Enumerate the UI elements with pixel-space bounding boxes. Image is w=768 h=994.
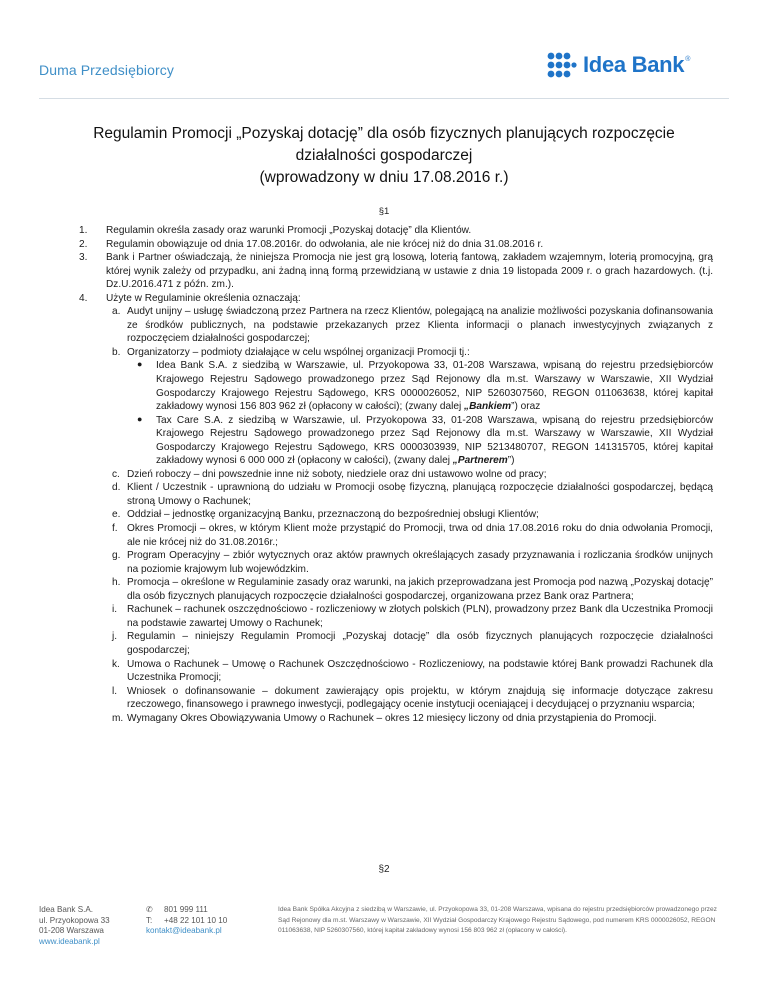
definition-item-g: g. Program Operacyjny – zbiór wytycznych oraz aktów prawnych określających zasady przyznawania i rozliczania środków unijnych na poziomie krajowym lub wojewódzkim. — [112, 550, 713, 575]
section-2-heading: §2 — [378, 864, 390, 875]
footer-tel-label: T: — [146, 915, 153, 925]
definition-item-l: l. Wniosek o dofinansowanie – dokument zawierający opis projektu, w którym znajdują się informacje dotyczące zakresu rzeczowego, finansowego i prawnego inwestycji, podlegający ocenie instytucji oceniającej i decydującej o przyznaniu wsparcia; — [112, 685, 713, 711]
list-item: 2. Regulamin obowiązuje od dnia 17.08.2016r. do odwołania, ale nie krócej niż do dnia 31.08.2016 r. — [79, 238, 544, 250]
footer-company: Idea Bank S.A. — [39, 905, 93, 914]
definition-item-c: c. Dzień roboczy – dni powszednie inne niż soboty, niedziele oraz dni ustawowo wolne od pracy; — [112, 468, 547, 480]
definition-item-b: b. Organizatorzy – podmioty działające w celu wspólnej organizacji Promocji tj.: — [112, 346, 470, 358]
footer-address — [39, 905, 110, 947]
bullet-item-bank: ● Idea Bank S.A. z siedzibą w Warszawie, ul. Przyokopowa 33, 01-208 Warszawa, wpisaną do rejestru przedsiębiorców Krajowego Rejestru Sądowego prowadzonego przez Sąd Rejonowy dla m.st. Warszawy w Warszawie, XII Wydział Gospodarczy Krajowego Rejestru Sądowego, KRS 0000026052, NIP 5260307560, REGON 011063638, której kapitał zakładowy wynosi 156 803 962 zł (opłacony w całości); (zwany dalej „Bankiem”) oraz — [137, 359, 713, 413]
logo-text: Idea Bank — [583, 52, 685, 77]
document-body — [79, 224, 713, 725]
bullet-item-partner: ● Tax Care S.A. z siedzibą w Warszawie, ul. Przyokopowa 33, 01-208 Warszawa, wpisaną do rejestru przedsiębiorców Krajowego Rejestru Sądowego prowadzonego przez Sąd Rejonowy dla m.st. Warszawy w Warszawie, XII Wydział Gospodarczy Krajowego Rejestru Sądowego, KRS 0000303939, NIP 5213480707, REGON 141315705, której kapitał zakładowy wynosi 6 000 000 zł (opłacony w całości), (zwany dalej „Partnerem”) — [137, 413, 713, 467]
footer-email-link[interactable]: kontakt@ideabank.pl — [146, 926, 222, 936]
phone-icon: ✆ — [146, 905, 153, 914]
definition-item-i: i. Rachunek – rachunek oszczędnościowo - rozliczeniowy w złotych polskich (PLN), prowadzony przez Bank dla Uczestnika Promocji na podstawie zawartej Umowy o Rachunek; — [112, 604, 713, 629]
logo-dots-icon — [547, 52, 577, 78]
page-header — [0, 0, 768, 100]
definition-item-e: e. Oddział – jednostkę organizacyjną Banku, przeznaczoną do bezpośredniej obsługi Klientów; — [112, 509, 539, 521]
idea-bank-logo[interactable] — [547, 52, 690, 78]
section-1-heading: §1 — [378, 206, 390, 217]
footer-tel[interactable]: +48 22 101 10 10 — [164, 915, 228, 925]
definition-item-m: m. Wymagany Okres Obowiązywania Umowy o Rachunek – okres 12 miesięcy liczony od dnia przystąpienia do Promocji. — [112, 712, 657, 724]
title-line-2: działalności gospodarczej — [295, 147, 473, 164]
bullet-icon: ● — [137, 413, 143, 424]
footer-street: ul. Przyokopowa 33 — [39, 915, 110, 925]
logo-registered-mark: ® — [685, 55, 691, 63]
header-divider — [39, 98, 729, 99]
definition-item-k: k. Umowa o Rachunek – Umowę o Rachunek Oszczędnościowo - Rozliczeniowy, na podstawie której Bank prowadzi Rachunek dla Uczestnika Promocji; — [112, 658, 713, 684]
footer-phone[interactable]: 801 999 111 — [164, 905, 208, 914]
list-item: 4. Użyte w Regulaminie określenia oznaczają: — [79, 292, 301, 304]
footer-website-link[interactable]: www.ideabank.pl — [39, 936, 100, 946]
list-item: 3. Bank i Partner oświadczają, że niniejsza Promocja nie jest grą losową, loterią fantową, zakładem wzajemnym, loterią promocyjną, grą której wynik zależy od przypadku, ani żadną inną formą przewidzianą w ustawie z dnia 19 listopada 2009 r. o grach hazardowych. (t.j. Dz.U.2016.471 z późn. zm.). — [79, 252, 713, 291]
list-item: 1. Regulamin określa zasady oraz warunki Promocji „Pozyskaj dotację” dla Klientów. — [79, 225, 472, 236]
definition-item-f: f. Okres Promocji – okres, w którym Klient może przystąpić do Promocji, trwa od dnia 17.08.2016 roku do dnia odwołania Promocji, ale nie krócej niż do 31.08.2016r.; — [112, 523, 713, 548]
title-line-1: Regulamin Promocji „Pozyskaj dotację” dla osób fizycznych planujących rozpoczęcie — [93, 125, 675, 142]
bullet-icon: ● — [137, 359, 143, 370]
definition-item-d: d. Klient / Uczestnik - uprawnioną do udziału w Promocji osobę fizyczną, planującą rozpoczęcie działalności gospodarczej, będącą stroną Umowy o Rachunek; — [112, 482, 713, 507]
title-line-3: (wprowadzony w dniu 17.08.2016 r.) — [259, 169, 509, 186]
footer-contact — [146, 905, 266, 937]
definition-item-j: j. Regulamin – niniejszy Regulamin Promocji „Pozyskaj dotację” dla osób fizycznych planujących rozpoczęcie działalności gospodarczej; — [112, 631, 713, 656]
document-title — [60, 123, 708, 189]
footer-city: 01-208 Warszawa — [39, 926, 104, 936]
definition-item-h: h. Promocja – określone w Regulaminie zasady oraz warunki, na jakich przeprowadzana jest Promocja pod nazwą „Pozyskaj dotację” dla osób fizycznych planujących rozpoczęcie działalności gospodarczej, organizowana przez Bank oraz Partnera; — [112, 577, 713, 602]
header-tagline: Duma Przedsiębiorcy — [39, 62, 174, 78]
footer-legal-note: Idea Bank Spółka Akcyjna z siedzibą w Warszawie, ul. Przyokopowa 33, 01-208 Warszawa, wpisana do rejestru przedsiębiorców prowadzonego przez Sąd Rejonowy dla m.st. Warszawy w Warszawie, XII Wydział Gospodarczy Krajowego Rejestru Sądowego, pod numerem KRS 0000026052, REGON 011063638, NIP 5260307560, której kapitał zakładowy wynosi 156 803 962 zł (opłacony w całości). — [278, 906, 717, 935]
definition-item-a: a. Audyt unijny – usługę świadczoną przez Partnera na rzecz Klientów, polegającą na analizie możliwości pozyskania dofinansowania ze środków publicznych, na podstawie przekazanych przez Klienta informacji o planach inwestycyjnych związanych z rozpoczęciem działalności gospodarczej; — [112, 306, 713, 345]
